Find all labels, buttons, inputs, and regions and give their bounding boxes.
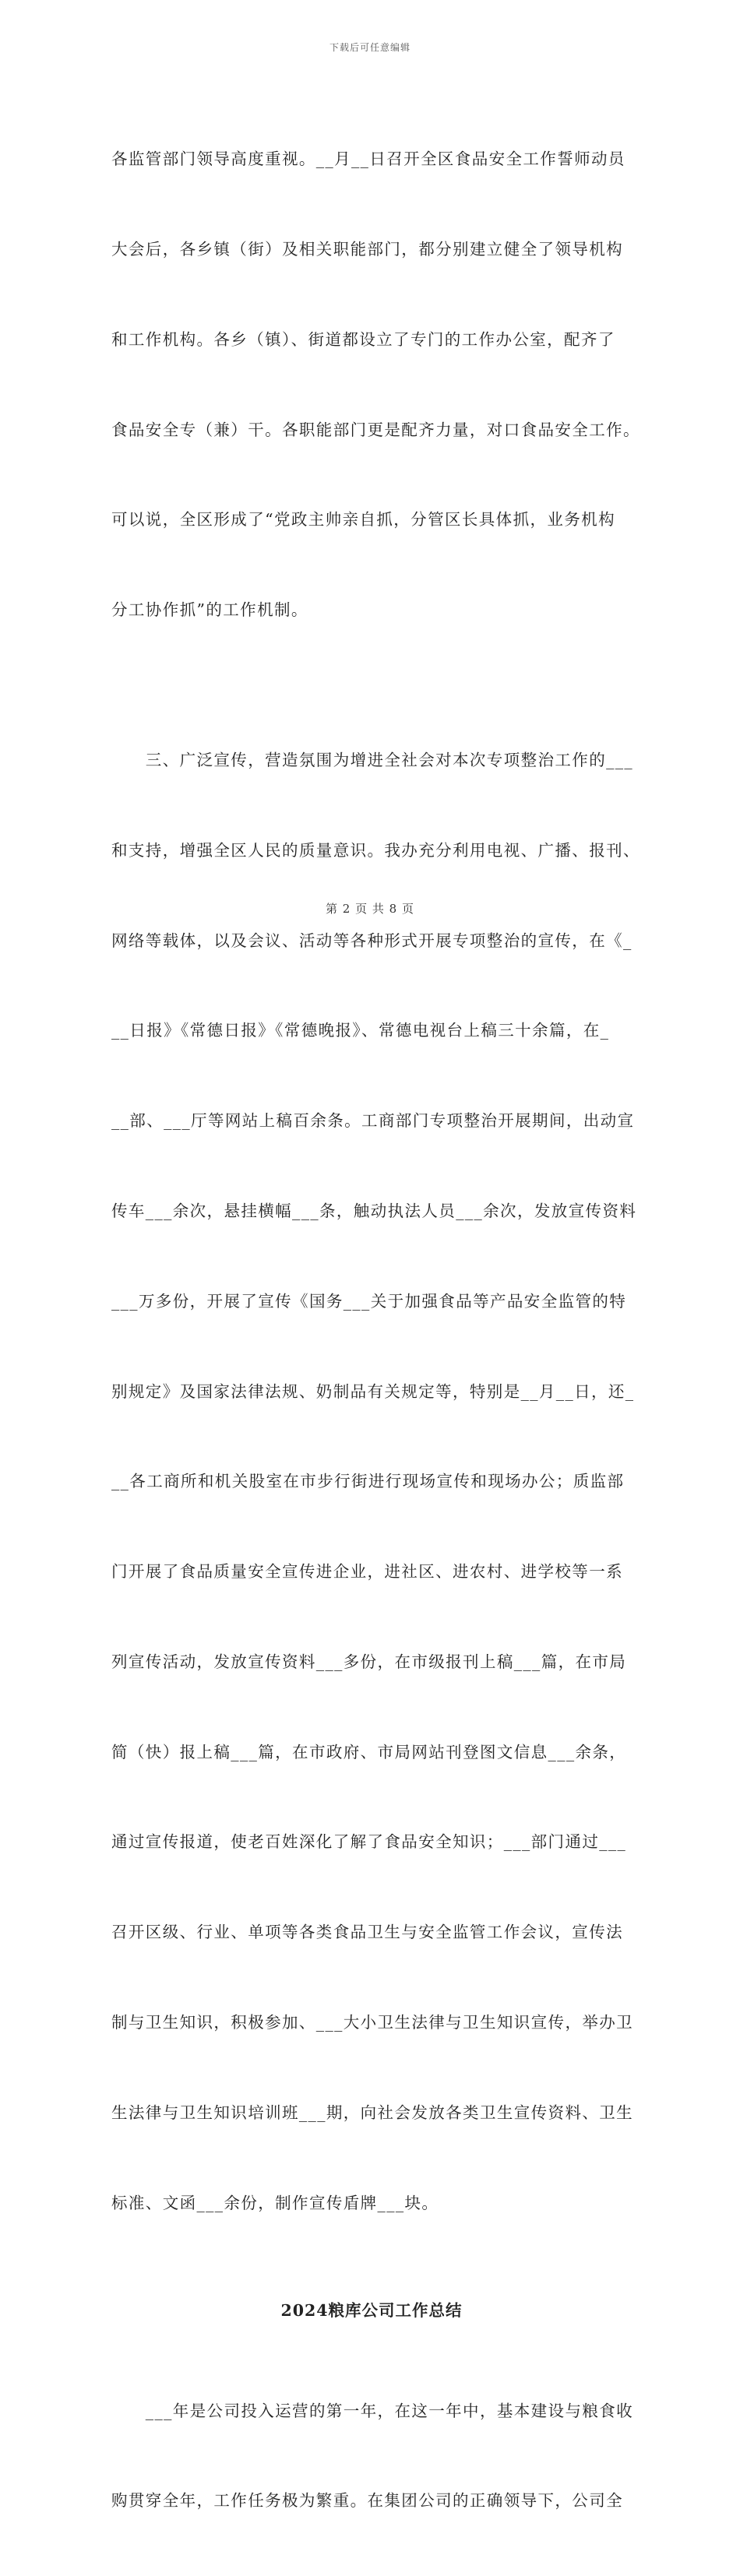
section-title: 2024粮库公司工作总结 (280, 2301, 463, 2321)
text-line: 列宣传活动，发放宣传资料___多份，在市级报刊上稿___篇，在市局 (111, 1652, 627, 1671)
text-line: ___年是公司投入运营的第一年，在这一年中，基本建设与粮食收 (111, 2401, 634, 2420)
page-header: 下载后可任意编辑 (329, 42, 411, 53)
text-line: ___万多份，开展了宣传《国务___关于加强食品等产品安全监管的特 (111, 1291, 627, 1311)
text-line: 生法律与卫生知识培训班___期，向社会发放各类卫生宣传资料、卫生 (111, 2103, 634, 2122)
text-line: 网络等载体，以及会议、活动等各种形式开展专项整治的宣传，在《_ (111, 931, 633, 950)
text-line: 和工作机构。各乡（镇）、街道都设立了专门的工作办公室，配齐了 (111, 329, 615, 349)
text-line: __部、___厅等网站上稿百余条。工商部门专项整治开展期间，出动宣 (111, 1111, 635, 1131)
text-line: 食品安全专（兼）干。各职能部门更是配齐力量，对口食品安全工作。 (111, 420, 640, 439)
text-line: 和支持，增强全区人民的质量意识。我办充分利用电视、广播、报刊、 (111, 840, 640, 860)
paragraph-1 (111, 84, 640, 685)
text-line: 各监管部门领导高度重视。__月__日召开全区食品安全工作誓师动员 (111, 150, 625, 169)
paragraph-2 (111, 685, 640, 2278)
document-body (111, 84, 640, 2576)
text-line: 购贯穿全年，工作任务极为繁重。在集团公司的正确领导下，公司全 (111, 2491, 623, 2511)
text-line: 门开展了食品质量安全宣传进企业，进社区、进农村、进学校等一系 (111, 1562, 623, 1582)
text-line: 标准、文函___余份，制作宣传盾牌___块。 (111, 2193, 439, 2212)
text-line: 通过宣传报道，使老百姓深化了解了食品安全知识；___部门通过___ (111, 1832, 627, 1852)
text-line: 三、广泛宣传，营造氛围为增进全社会对本次专项整治工作的___ (111, 751, 634, 770)
text-line: 传车___余次，悬挂横幅___条，触动执法人员___余次，发放宣传资料 (111, 1201, 637, 1220)
text-line: __日报》《常德日报》《常德晚报》、常德电视台上稿三十余篇，在_ (111, 1021, 610, 1040)
text-line: __各工商所和机关股室在市步行街进行现场宣传和现场办公；质监部 (111, 1472, 625, 1491)
text-line: 制与卫生知识，积极参加、___大小卫生法律与卫生知识宣传，举办卫 (111, 2013, 634, 2032)
text-line: 可以说，全区形成了“党政主帅亲自抓，分管区长具体抓，业务机构 (111, 510, 615, 530)
page-number-footer: 第 2 页 共 8 页 (326, 902, 414, 916)
text-line: 简（快）报上稿___篇，在市政府、市局网站刊登图文信息___余条， (111, 1742, 627, 1761)
text-line: 分工协作抓”的工作机制。 (111, 600, 308, 620)
text-line: 别规定》及国家法律法规、奶制品有关规定等，特别是__月__日，还_ (111, 1381, 635, 1401)
text-line: 召开区级、行业、单项等各类食品卫生与安全监管工作会议，宣传法 (111, 1923, 623, 1942)
text-line: 大会后，各乡镇（街）及相关职能部门，都分别建立健全了领导机构 (111, 239, 623, 259)
paragraph-3 (111, 2335, 632, 2576)
